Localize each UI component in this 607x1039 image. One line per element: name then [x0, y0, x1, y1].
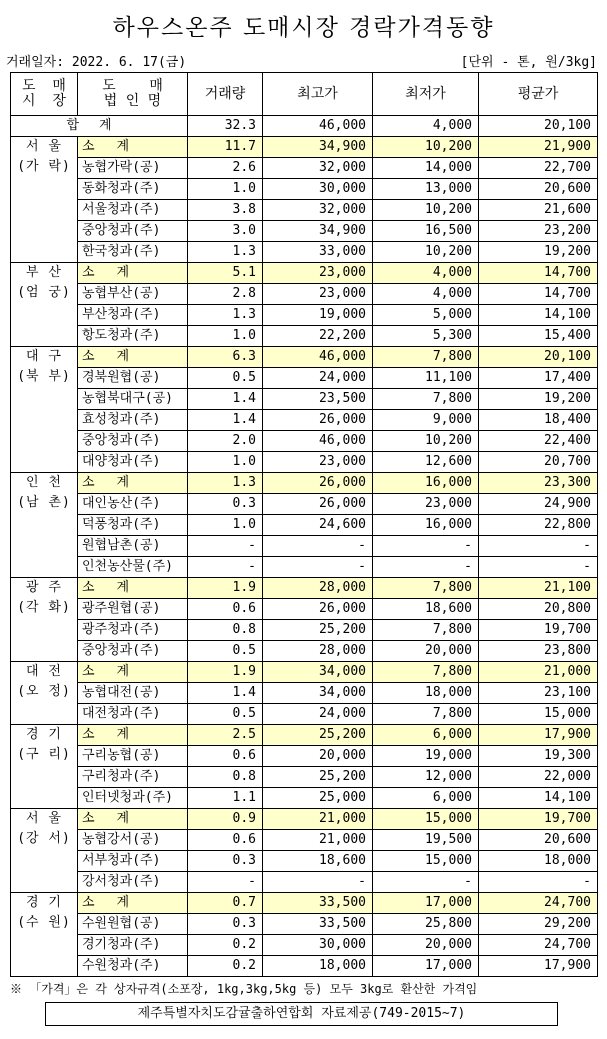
- company-min: 23,000: [373, 494, 479, 515]
- company-volume: 1.0: [188, 179, 263, 200]
- table-row: [11, 410, 598, 431]
- company-min: 11,100: [373, 368, 479, 389]
- subtotal-avg: 21,100: [479, 578, 598, 599]
- market-location: (북 부): [17, 369, 71, 384]
- market-location: (각 화): [17, 600, 71, 615]
- table-row: [11, 851, 598, 872]
- company-name: 경북원협(공): [78, 368, 188, 389]
- company-avg: -: [479, 536, 598, 557]
- company-avg: 23,100: [479, 683, 598, 704]
- market-name: 서 울: [26, 811, 62, 826]
- company-min: 19,000: [373, 746, 479, 767]
- table-row: [11, 200, 598, 221]
- company-volume: 1.1: [188, 788, 263, 809]
- company-min: 13,000: [373, 179, 479, 200]
- company-name: 경기청과(주): [78, 935, 188, 956]
- company-name: 항도청과(주): [78, 326, 188, 347]
- market-name: 광 주: [26, 580, 62, 595]
- subtotal-row: [11, 662, 598, 683]
- market-location: (오 정): [17, 684, 71, 699]
- market-name: 경 기: [26, 895, 62, 910]
- company-max: 20,000: [263, 746, 373, 767]
- header-max: 최고가: [263, 73, 373, 116]
- subtotal-min: 6,000: [373, 725, 479, 746]
- market-location: (강 서): [17, 831, 71, 846]
- market-location: (가 락): [17, 159, 71, 174]
- table-row: [11, 368, 598, 389]
- company-name: 중앙청과(주): [78, 221, 188, 242]
- company-min: 10,200: [373, 431, 479, 452]
- company-volume: 0.3: [188, 851, 263, 872]
- subtotal-max: 34,000: [263, 662, 373, 683]
- market-cell: [11, 473, 78, 578]
- subtotal-max: 23,000: [263, 263, 373, 284]
- market-name: 서 울: [26, 139, 62, 154]
- table-row: [11, 788, 598, 809]
- table-row: [11, 515, 598, 536]
- company-name: 강서청과(주): [78, 872, 188, 893]
- company-max: 18,000: [263, 956, 373, 977]
- company-max: 26,000: [263, 494, 373, 515]
- unit-label: [단위 - 톤, 원/3kg]: [460, 55, 597, 70]
- company-avg: 17,900: [479, 956, 598, 977]
- company-max: 28,000: [263, 641, 373, 662]
- company-min: 16,000: [373, 515, 479, 536]
- company-max: 24,000: [263, 368, 373, 389]
- subtotal-min: 15,000: [373, 809, 479, 830]
- company-name: 인터넷청과(주): [78, 788, 188, 809]
- company-name: 농협가락(공): [78, 158, 188, 179]
- subtotal-volume: 0.7: [188, 893, 263, 914]
- company-name: 광주원협(공): [78, 599, 188, 620]
- company-volume: 1.0: [188, 515, 263, 536]
- company-max: 34,000: [263, 683, 373, 704]
- company-volume: 0.3: [188, 914, 263, 935]
- subtotal-label: 소계: [78, 473, 188, 494]
- subtotal-avg: 23,300: [479, 473, 598, 494]
- company-name: 구리청과(주): [78, 767, 188, 788]
- company-volume: 0.6: [188, 599, 263, 620]
- market-cell: [11, 347, 78, 473]
- subtotal-row: [11, 473, 598, 494]
- total-max: 46,000: [263, 116, 373, 137]
- company-name: 동화청과(주): [78, 179, 188, 200]
- table-row: [11, 431, 598, 452]
- table-row: [11, 494, 598, 515]
- company-volume: 0.8: [188, 620, 263, 641]
- market-cell: [11, 893, 78, 977]
- company-name: 광주청과(주): [78, 620, 188, 641]
- company-min: 12,000: [373, 767, 479, 788]
- subtotal-avg: 24,700: [479, 893, 598, 914]
- source-box: 제주특별자치도감귤출하연합회 자료제공(749-2015~7): [45, 1002, 558, 1026]
- company-min: 10,200: [373, 200, 479, 221]
- market-name: 대 전: [26, 664, 62, 679]
- subtotal-row: [11, 263, 598, 284]
- header-company: 도 매 법 인 명: [78, 73, 188, 116]
- company-max: 30,000: [263, 179, 373, 200]
- company-volume: 2.8: [188, 284, 263, 305]
- table-row: [11, 242, 598, 263]
- company-max: 25,200: [263, 767, 373, 788]
- company-min: 20,000: [373, 641, 479, 662]
- page-title: 하우스온주 도매시장 경락가격동향: [112, 15, 495, 41]
- subtotal-volume: 1.9: [188, 662, 263, 683]
- table-row: [11, 830, 598, 851]
- company-avg: 19,200: [479, 389, 598, 410]
- subtotal-avg: 20,100: [479, 347, 598, 368]
- company-name: 서부청과(주): [78, 851, 188, 872]
- company-max: 23,000: [263, 284, 373, 305]
- company-avg: 20,600: [479, 830, 598, 851]
- company-avg: 22,700: [479, 158, 598, 179]
- subtotal-label: 소계: [78, 662, 188, 683]
- market-location: (남 촌): [17, 495, 71, 510]
- market-cell: [11, 662, 78, 725]
- company-min: 4,000: [373, 284, 479, 305]
- subtotal-label: 소계: [78, 347, 188, 368]
- subtotal-max: 33,500: [263, 893, 373, 914]
- company-name: 대전청과(주): [78, 704, 188, 725]
- subtotal-min: 4,000: [373, 263, 479, 284]
- company-avg: 14,100: [479, 788, 598, 809]
- table-row: [11, 221, 598, 242]
- subtotal-min: 17,000: [373, 893, 479, 914]
- table-row: [11, 746, 598, 767]
- table-row: [11, 872, 598, 893]
- company-volume: -: [188, 557, 263, 578]
- company-name: 덕풍청과(주): [78, 515, 188, 536]
- subtotal-min: 16,000: [373, 473, 479, 494]
- company-max: 22,200: [263, 326, 373, 347]
- market-name: 대 구: [26, 349, 62, 364]
- company-avg: 29,200: [479, 914, 598, 935]
- market-name: 인 천: [26, 475, 62, 490]
- company-volume: -: [188, 872, 263, 893]
- company-avg: 18,400: [479, 410, 598, 431]
- subtotal-avg: 14,700: [479, 263, 598, 284]
- company-name: 대인농산(주): [78, 494, 188, 515]
- company-name: 인천농산물(주): [78, 557, 188, 578]
- table-row: [11, 704, 598, 725]
- subtotal-min: 7,800: [373, 347, 479, 368]
- subtotal-volume: 11.7: [188, 137, 263, 158]
- company-min: 5,000: [373, 305, 479, 326]
- company-max: 34,900: [263, 221, 373, 242]
- table-row: [11, 641, 598, 662]
- subtotal-row: [11, 578, 598, 599]
- company-name: 부산청과(주): [78, 305, 188, 326]
- company-volume: 0.2: [188, 935, 263, 956]
- company-max: 18,600: [263, 851, 373, 872]
- company-max: 26,000: [263, 599, 373, 620]
- subtotal-label: 소계: [78, 809, 188, 830]
- company-avg: 21,600: [479, 200, 598, 221]
- company-max: 24,000: [263, 704, 373, 725]
- company-min: 12,600: [373, 452, 479, 473]
- company-max: 30,000: [263, 935, 373, 956]
- company-avg: 15,000: [479, 704, 598, 725]
- company-min: -: [373, 536, 479, 557]
- subtotal-min: 7,800: [373, 662, 479, 683]
- company-avg: 23,200: [479, 221, 598, 242]
- table-row: [11, 305, 598, 326]
- company-max: -: [263, 536, 373, 557]
- subtotal-label: 소계: [78, 263, 188, 284]
- header-volume: 거래량: [188, 73, 263, 116]
- market-cell: [11, 809, 78, 893]
- company-avg: 23,800: [479, 641, 598, 662]
- company-volume: 1.4: [188, 389, 263, 410]
- market-location: (구 리): [17, 747, 71, 762]
- company-min: 20,000: [373, 935, 479, 956]
- subtotal-row: [11, 137, 598, 158]
- company-name: 한국청과(주): [78, 242, 188, 263]
- subtotal-row: [11, 893, 598, 914]
- table-row: [11, 389, 598, 410]
- company-volume: 1.3: [188, 305, 263, 326]
- company-volume: 0.3: [188, 494, 263, 515]
- company-volume: 0.5: [188, 704, 263, 725]
- company-name: 농협강서(공): [78, 830, 188, 851]
- company-volume: 0.5: [188, 368, 263, 389]
- table-row: [11, 620, 598, 641]
- subtotal-volume: 2.5: [188, 725, 263, 746]
- table-row: [11, 158, 598, 179]
- company-max: 21,000: [263, 830, 373, 851]
- company-volume: 0.8: [188, 767, 263, 788]
- company-max: 46,000: [263, 431, 373, 452]
- company-name: 서울청과(주): [78, 200, 188, 221]
- company-max: 19,000: [263, 305, 373, 326]
- total-min: 4,000: [373, 116, 479, 137]
- company-volume: 2.0: [188, 431, 263, 452]
- subtotal-volume: 0.9: [188, 809, 263, 830]
- table-row: [11, 767, 598, 788]
- company-min: 9,000: [373, 410, 479, 431]
- company-volume: 3.8: [188, 200, 263, 221]
- subtotal-min: 10,200: [373, 137, 479, 158]
- company-max: 24,600: [263, 515, 373, 536]
- company-name: 중앙청과(주): [78, 641, 188, 662]
- company-avg: 15,400: [479, 326, 598, 347]
- company-name: 농협북대구(공): [78, 389, 188, 410]
- company-max: -: [263, 557, 373, 578]
- header-market: 도 매 시 장: [11, 73, 78, 116]
- subtotal-max: 46,000: [263, 347, 373, 368]
- table-row: [11, 452, 598, 473]
- company-name: 수원원협(공): [78, 914, 188, 935]
- table-row: [11, 536, 598, 557]
- trade-date: 거래일자: 2022. 6. 17(금): [6, 55, 187, 70]
- subtotal-label: 소계: [78, 725, 188, 746]
- table-row: [11, 284, 598, 305]
- table-row: [11, 326, 598, 347]
- subtotal-volume: 1.3: [188, 473, 263, 494]
- market-cell: [11, 263, 78, 347]
- company-volume: 0.6: [188, 830, 263, 851]
- price-table: [10, 72, 598, 977]
- company-avg: 20,600: [479, 179, 598, 200]
- company-volume: 1.0: [188, 326, 263, 347]
- company-volume: 1.3: [188, 242, 263, 263]
- company-volume: 1.4: [188, 683, 263, 704]
- company-name: 대양청과(주): [78, 452, 188, 473]
- company-min: 10,200: [373, 242, 479, 263]
- total-avg: 20,100: [479, 116, 598, 137]
- subtotal-max: 21,000: [263, 809, 373, 830]
- company-avg: 18,000: [479, 851, 598, 872]
- market-location: (수 원): [17, 915, 71, 930]
- subtotal-max: 28,000: [263, 578, 373, 599]
- company-avg: 17,400: [479, 368, 598, 389]
- total-row: [11, 116, 598, 137]
- company-volume: 1.0: [188, 452, 263, 473]
- header-row: [11, 73, 598, 116]
- market-name: 경 기: [26, 727, 62, 742]
- company-min: 14,000: [373, 158, 479, 179]
- company-avg: 24,700: [479, 935, 598, 956]
- company-name: 원협남촌(공): [78, 536, 188, 557]
- company-min: 7,800: [373, 389, 479, 410]
- subtotal-label: 소계: [78, 137, 188, 158]
- market-cell: [11, 137, 78, 263]
- company-min: -: [373, 557, 479, 578]
- market-location: (엄 궁): [17, 285, 71, 300]
- table-row: [11, 935, 598, 956]
- company-avg: -: [479, 557, 598, 578]
- company-max: 33,500: [263, 914, 373, 935]
- company-min: 15,000: [373, 851, 479, 872]
- company-avg: 19,200: [479, 242, 598, 263]
- company-avg: -: [479, 872, 598, 893]
- company-avg: 22,800: [479, 515, 598, 536]
- company-volume: 2.6: [188, 158, 263, 179]
- company-avg: 20,700: [479, 452, 598, 473]
- company-name: 수원청과(주): [78, 956, 188, 977]
- table-row: [11, 179, 598, 200]
- market-cell: [11, 578, 78, 662]
- company-avg: 14,700: [479, 284, 598, 305]
- company-min: 7,800: [373, 704, 479, 725]
- table-row: [11, 683, 598, 704]
- company-volume: 1.4: [188, 410, 263, 431]
- subtotal-row: [11, 809, 598, 830]
- subtotal-avg: 17,900: [479, 725, 598, 746]
- total-label: 합계: [11, 116, 188, 137]
- company-max: -: [263, 872, 373, 893]
- subtotal-row: [11, 347, 598, 368]
- subtotal-volume: 5.1: [188, 263, 263, 284]
- company-avg: 19,300: [479, 746, 598, 767]
- subtotal-volume: 1.9: [188, 578, 263, 599]
- company-avg: 22,000: [479, 767, 598, 788]
- company-volume: 3.0: [188, 221, 263, 242]
- subtotal-avg: 21,900: [479, 137, 598, 158]
- market-cell: [11, 725, 78, 809]
- company-max: 32,000: [263, 158, 373, 179]
- company-avg: 19,700: [479, 620, 598, 641]
- company-avg: 24,900: [479, 494, 598, 515]
- company-volume: -: [188, 536, 263, 557]
- company-min: 5,300: [373, 326, 479, 347]
- company-name: 중앙청과(주): [78, 431, 188, 452]
- company-max: 26,000: [263, 410, 373, 431]
- header-min: 최저가: [373, 73, 479, 116]
- subtotal-avg: 21,000: [479, 662, 598, 683]
- subtotal-avg: 19,700: [479, 809, 598, 830]
- company-min: 18,600: [373, 599, 479, 620]
- table-body: [11, 116, 598, 977]
- company-max: 23,000: [263, 452, 373, 473]
- company-min: 17,000: [373, 956, 479, 977]
- company-min: 16,500: [373, 221, 479, 242]
- company-max: 25,200: [263, 620, 373, 641]
- table-row: [11, 557, 598, 578]
- subtotal-max: 25,200: [263, 725, 373, 746]
- footnote: ※ 「가격」은 각 상자규격(소포장, 1kg,3kg,5kg 등) 모두 3kg로 환산한 가격임: [10, 982, 478, 996]
- company-min: 19,500: [373, 830, 479, 851]
- company-max: 32,000: [263, 200, 373, 221]
- company-min: 7,800: [373, 620, 479, 641]
- company-name: 농협부산(공): [78, 284, 188, 305]
- company-name: 구리농협(공): [78, 746, 188, 767]
- table-row: [11, 956, 598, 977]
- subtotal-label: 소계: [78, 578, 188, 599]
- subtotal-max: 34,900: [263, 137, 373, 158]
- market-name: 부 산: [26, 265, 62, 280]
- subtotal-max: 26,000: [263, 473, 373, 494]
- subtotal-volume: 6.3: [188, 347, 263, 368]
- company-name: 효성청과(주): [78, 410, 188, 431]
- company-max: 33,000: [263, 242, 373, 263]
- header-avg: 평균가: [479, 73, 598, 116]
- company-volume: 0.6: [188, 746, 263, 767]
- subtotal-row: [11, 725, 598, 746]
- company-max: 25,000: [263, 788, 373, 809]
- company-avg: 20,800: [479, 599, 598, 620]
- table-row: [11, 914, 598, 935]
- company-min: 25,800: [373, 914, 479, 935]
- company-avg: 22,400: [479, 431, 598, 452]
- company-volume: 0.5: [188, 641, 263, 662]
- company-name: 농협대전(공): [78, 683, 188, 704]
- company-max: 23,500: [263, 389, 373, 410]
- company-min: 6,000: [373, 788, 479, 809]
- company-volume: 0.2: [188, 956, 263, 977]
- total-volume: 32.3: [188, 116, 263, 137]
- table-row: [11, 599, 598, 620]
- subtotal-label: 소계: [78, 893, 188, 914]
- company-min: 18,000: [373, 683, 479, 704]
- company-avg: 14,100: [479, 305, 598, 326]
- subtotal-min: 7,800: [373, 578, 479, 599]
- company-min: -: [373, 872, 479, 893]
